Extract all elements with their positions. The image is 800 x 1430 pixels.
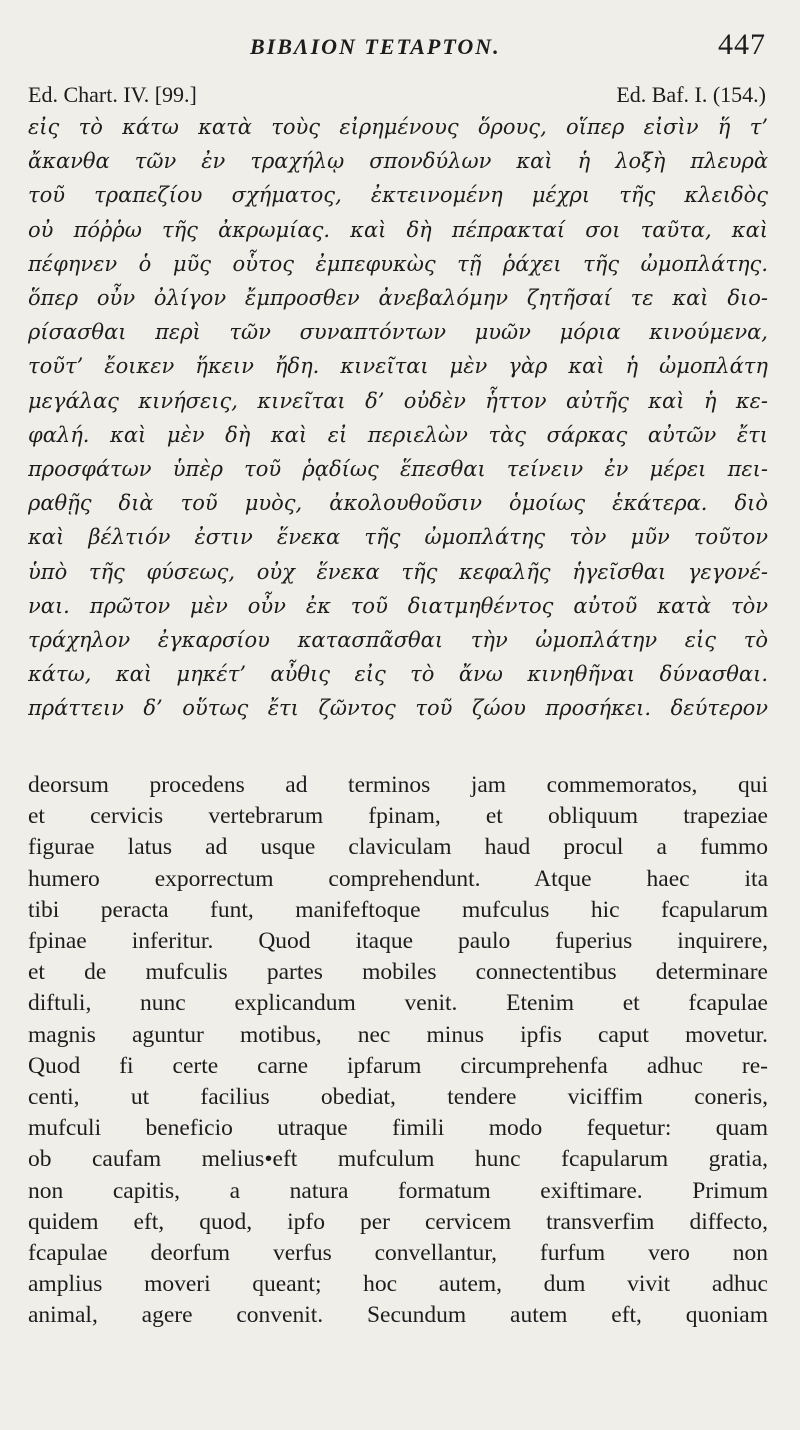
latin-text-line: amplius moveri queant; hoc autem, dum vivit adhuc — [28, 1271, 768, 1298]
latin-text-line: ob caufam melius•eft mufculum hunc fcapularum gratia, — [28, 1146, 768, 1173]
greek-text-line: μεγάλας κινήσεις, κινεῖται δ’ οὐδὲν ἧττον αὐτῆς καὶ ἡ κε- — [28, 388, 768, 413]
latin-text-line: et de mufculis partes mobiles connectentibus determinare — [28, 959, 768, 986]
greek-text-line: τράχηλον ἐγκαρσίου κατασπᾶσθαι τὴν ὠμοπλάτην εἰς τὸ — [28, 628, 768, 653]
latin-text-line: et cervicis vertebrarum fpinam, et obliquum trapeziae — [28, 803, 768, 830]
greek-text-line: εἰς τὸ κάτω κατὰ τοὺς εἰρημένους ὅρους, οἵπερ εἰσὶν ἥ τ’ — [28, 115, 768, 139]
greek-text-line: ραθῇς διὰ τοῦ μυὸς, ἀκολουθοῦσιν ὁμοίως ἑκάτερα. διὸ — [28, 491, 768, 516]
page-number: 447 — [718, 28, 766, 61]
latin-text-line: quidem eft, quod, ipfo per cervicem transverfim diffecto, — [28, 1208, 768, 1235]
latin-text-line: fpinae inferitur. Quod itaque paulo fuperius inquirere, — [28, 928, 768, 955]
greek-text-line: ρίσασθαι περὶ τῶν συναπτόντων μυῶν μόρια κινούμενα, — [28, 320, 768, 345]
latin-text-line: non capitis, a natura formatum exiftimare. Primum — [28, 1177, 768, 1204]
greek-text-line: ὅπερ οὖν ὀλίγον ἔμπροσθεν ἀνεβαλόμην ζητῆσαί τε καὶ διο- — [28, 286, 768, 311]
running-head — [0, 28, 800, 68]
greek-text-line: τοῦτ’ ἔοικεν ἥκειν ἤδη. κινεῖται μὲν γὰρ καὶ ἡ ὠμοπλάτη — [28, 354, 768, 379]
greek-text-line: προσφάτων ὑπὲρ τοῦ ῥᾳδίως ἕπεσθαι τείνειν ἐν μέρει πει- — [28, 457, 768, 482]
latin-text-line: humero exporrectum comprehendunt. Atque haec ita — [28, 865, 768, 892]
greek-text-line: ὑπὸ τῆς φύσεως, οὐχ ἕνεκα τῆς κεφαλῆς ἡγεῖσθαι γεγονέ- — [28, 559, 768, 584]
greek-text-line: πράττειν δ’ οὕτως ἔτι ζῶντος τοῦ ζώου προσήκει. δεύτερον — [28, 696, 768, 721]
latin-text-line: magnis aguntur motibus, nec minus ipfis caput movetur. — [28, 1021, 768, 1048]
latin-text-line: animal, agere convenit. Secundum autem eft, quoniam — [28, 1302, 768, 1329]
latin-text-block — [28, 770, 768, 1332]
latin-text-line: fcapulae deorfum verfus convellantur, furfum vero non — [28, 1240, 768, 1267]
greek-text-line: καὶ βέλτιόν ἐστιν ἕνεκα τῆς ὠμοπλάτης τὸν μῦν τοῦτον — [28, 525, 768, 550]
greek-text-line: τοῦ τραπεζίου σχήματος, ἐκτεινομένη μέχρι τῆς κλειδὸς — [28, 183, 768, 208]
greek-text-line: ναι. πρῶτον μὲν οὖν ἐκ τοῦ διατμηθέντος αὐτοῦ κατὰ τὸν — [28, 593, 768, 618]
latin-text-line: Quod fi certe carne ipfarum circumprehenfa adhuc re- — [28, 1052, 768, 1079]
running-title: BIBΛΙΟΝ ΤΕΤΑΡΤΟΝ. — [250, 34, 501, 59]
edition-reference-left: Ed. Chart. IV. [99.] — [28, 82, 197, 107]
latin-text-line: diftuli, nunc explicandum venit. Etenim et fcapulae — [28, 990, 768, 1017]
greek-text-line: πέφηνεν ὁ μῦς οὗτος ἐμπεφυκὼς τῇ ῥάχει τῆς ὠμοπλάτης. — [28, 251, 768, 276]
latin-text-line: tibi peracta funt, manifeftoque mufculus hic fcapularum — [28, 896, 768, 923]
greek-text-line: ἄκανθα τῶν ἐν τραχήλῳ σπονδύλων καὶ ἡ λοξὴ πλευρὰ — [28, 149, 768, 174]
greek-text-line: οὐ πόῤῥω τῆς ἀκρωμίας. καὶ δὴ πέπρακταί σοι ταῦτα, καὶ — [28, 217, 768, 242]
latin-text-line: mufculi beneficio utraque fimili modo fequetur: quam — [28, 1115, 768, 1142]
greek-text-line: φαλή. καὶ μὲν δὴ καὶ εἰ περιελὼν τὰς σάρκας αὐτῶν ἔτι — [28, 422, 768, 447]
greek-text-line: κάτω, καὶ μηκέτ’ αὖθις εἰς τὸ ἄνω κινηθῆναι δύνασθαι. — [28, 662, 768, 687]
latin-text-line: figurae latus ad usque claviculam haud procul a fummo — [28, 834, 768, 861]
latin-text-line: deorsum procedens ad terminos jam commemoratos, qui — [28, 772, 768, 798]
edition-reference-right: Ed. Baf. I. (154.) — [616, 82, 766, 107]
latin-text-line: centi, ut facilius obediat, tendere viciffim coneris, — [28, 1084, 768, 1111]
greek-text-block — [28, 110, 768, 726]
